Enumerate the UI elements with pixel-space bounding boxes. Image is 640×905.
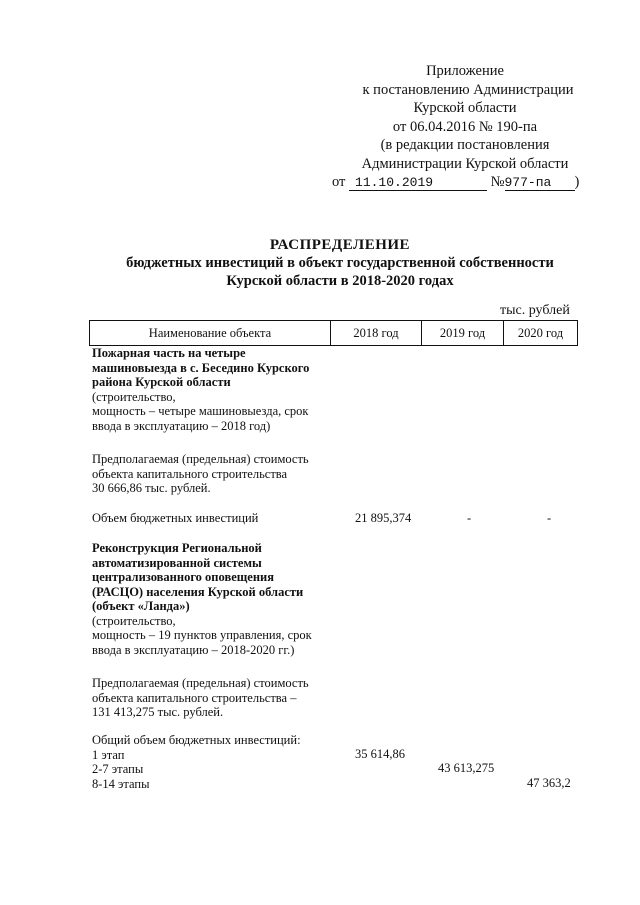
stage-value-2019: 43 613,275 (438, 761, 495, 775)
col-object-name: Наименование объекта (90, 321, 331, 346)
text-line: централизованного оповещения (92, 570, 275, 584)
text-line: (объект «Ланда») (92, 599, 190, 613)
object-cost (92, 452, 342, 496)
attachment-header (330, 62, 600, 192)
value-2019: - (467, 511, 472, 525)
table-header-row (90, 321, 578, 346)
text-line: 131 413,275 тыс. рублей. (92, 705, 224, 719)
title-line: Курской области в 2018-2020 годах (226, 273, 454, 289)
value-2020: - (547, 511, 552, 525)
stage-label: 1 этап (92, 747, 125, 762)
header-line: Приложение (426, 63, 504, 79)
header-line: (в редакции постановления (380, 137, 550, 153)
header-line: к постановлению Администрации (362, 81, 574, 98)
col-2018: 2018 год (331, 321, 422, 346)
header-line: Курской области (413, 100, 517, 116)
text-line: ввода в эксплуатацию – 2018 год) (92, 418, 271, 433)
edition-number-field: 977-па (505, 175, 575, 191)
col-2020: 2020 год (504, 321, 578, 346)
text-line: района Курской области (92, 375, 231, 389)
value-2018: 21 895,374 (355, 511, 412, 525)
edition-date-line (330, 173, 600, 192)
title-line: бюджетных инвестиций в объект государственной собственности (126, 255, 554, 271)
text-line: Предполагаемая (предельная) стоимость (92, 676, 309, 690)
text-line: (строительство, (92, 389, 176, 404)
units-label: тыс. рублей (500, 303, 570, 318)
closing-paren: ) (574, 174, 580, 190)
text-line: (РАСЦО) населения Курской области (92, 584, 304, 599)
text-line: машиновыезда в с. Беседино Курского (92, 360, 310, 375)
investment-label: Объем бюджетных инвестиций (92, 511, 259, 525)
distribution-table-header (89, 320, 578, 346)
stage-value-2020: 47 363,2 (527, 776, 571, 790)
stage-label: 2-7 этапы (92, 762, 144, 776)
text-line: Предполагаемая (предельная) стоимость (92, 452, 309, 466)
stage-label: 8-14 этапы (92, 776, 150, 791)
document-title (80, 236, 600, 290)
stage-value-2018: 35 614,86 (355, 747, 405, 761)
text-line: Общий объем бюджетных инвестиций: (92, 733, 301, 747)
text-line: Реконструкция Региональной (92, 541, 262, 555)
text-line: автоматизированной системы (92, 555, 262, 570)
object-cost (92, 676, 342, 720)
text-line: объекта капитального строительства – (92, 690, 297, 705)
edition-date-field: 11.10.2019 (349, 175, 487, 191)
number-prefix: № (490, 174, 505, 190)
object-name (92, 346, 342, 433)
col-2019: 2019 год (422, 321, 504, 346)
date-prefix: от (332, 174, 346, 190)
text-line: объекта капитального строительства (92, 466, 288, 481)
header-line: от 06.04.2016 № 190-па (392, 118, 538, 135)
text-line: мощность – четыре машиновыезда, срок (92, 404, 309, 418)
text-line: 30 666,86 тыс. рублей. (92, 481, 211, 495)
investment-breakdown (92, 733, 342, 791)
object-name (92, 541, 342, 657)
text-line: Пожарная часть на четыре (92, 346, 246, 360)
title-line: РАСПРЕДЕЛЕНИЕ (269, 237, 411, 253)
text-line: (строительство, (92, 613, 176, 628)
header-line: Администрации Курской области (361, 155, 569, 172)
text-line: ввода в эксплуатацию – 2018-2020 гг.) (92, 642, 295, 657)
text-line: мощность – 19 пунктов управления, срок (92, 628, 312, 642)
